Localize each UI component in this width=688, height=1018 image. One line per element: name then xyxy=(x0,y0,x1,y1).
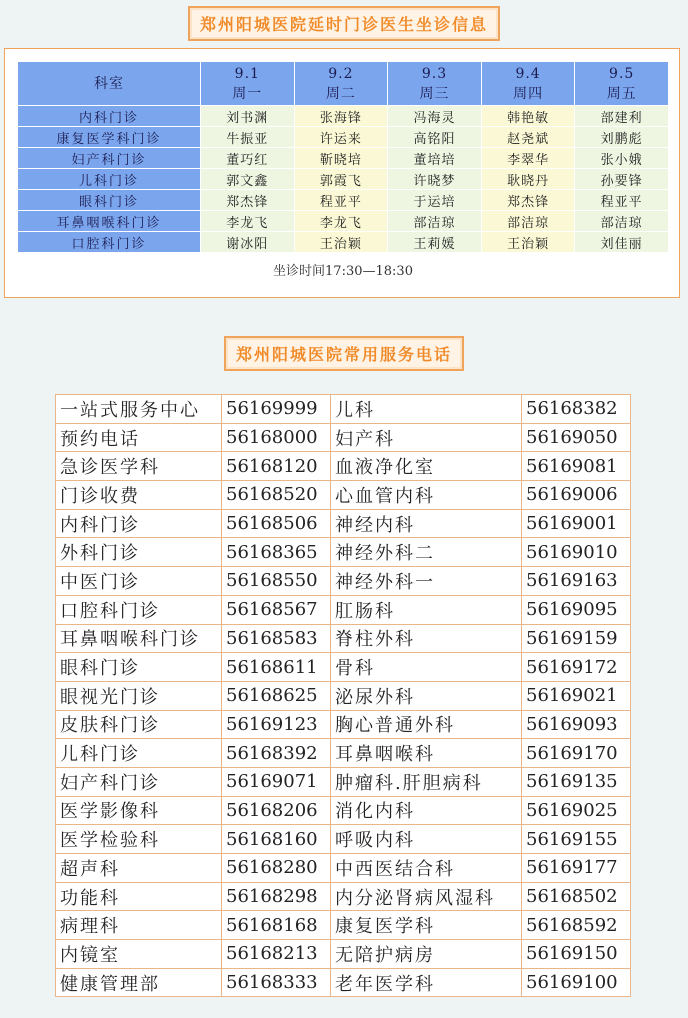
department-name: 老年医学科 xyxy=(331,968,522,997)
phone-number: 56169025 xyxy=(522,796,631,825)
department-name: 胸心普通外科 xyxy=(331,710,522,739)
schedule-row xyxy=(18,106,669,127)
doctor-name: 董培培 xyxy=(388,148,482,169)
phone-number: 56169163 xyxy=(522,567,631,596)
doctor-name: 靳晓培 xyxy=(294,148,388,169)
schedule-panel xyxy=(4,48,680,298)
department-name: 医学检验科 xyxy=(56,825,222,854)
doctor-name: 许运来 xyxy=(294,127,388,148)
doctor-name: 耿晓丹 xyxy=(481,169,575,190)
phone-row xyxy=(56,710,631,739)
phone-number: 56168611 xyxy=(222,653,331,682)
doctor-name: 赵尧斌 xyxy=(481,127,575,148)
schedule-title: 郑州阳城医院延时门诊医生坐诊信息 xyxy=(188,6,500,41)
doctor-name: 部洁琼 xyxy=(388,211,482,232)
phone-number: 56169081 xyxy=(522,452,631,481)
department-name: 眼视光门诊 xyxy=(56,681,222,710)
phone-row xyxy=(56,767,631,796)
department-name: 脊柱外科 xyxy=(331,624,522,653)
day-weekday: 周五 xyxy=(606,85,637,102)
doctor-name: 郑杰锋 xyxy=(201,190,295,211)
phone-row xyxy=(56,567,631,596)
phone-number: 56168583 xyxy=(222,624,331,653)
department-name: 病理科 xyxy=(56,911,222,940)
phone-number: 56168550 xyxy=(222,567,331,596)
doctor-name: 郭霞飞 xyxy=(294,169,388,190)
department-name: 皮肤科门诊 xyxy=(56,710,222,739)
phone-row xyxy=(56,538,631,567)
schedule-row xyxy=(18,211,669,232)
department-name: 骨科 xyxy=(331,653,522,682)
dept-name: 妇产科门诊 xyxy=(18,148,201,169)
department-name: 肿瘤科.肝胆病科 xyxy=(331,767,522,796)
doctor-name: 部洁琼 xyxy=(481,211,575,232)
phone-number: 56168000 xyxy=(222,423,331,452)
phone-number: 56169050 xyxy=(522,423,631,452)
department-name: 一站式服务中心 xyxy=(56,395,222,424)
phones-table xyxy=(55,394,631,997)
department-name: 消化内科 xyxy=(331,796,522,825)
doctor-name: 李翠华 xyxy=(481,148,575,169)
phone-number: 56169172 xyxy=(522,653,631,682)
phone-number: 56169093 xyxy=(522,710,631,739)
doctor-name: 谢冰阳 xyxy=(201,232,295,253)
department-name: 内分泌肾病风湿科 xyxy=(331,882,522,911)
phone-row xyxy=(56,423,631,452)
doctor-name: 孙要锋 xyxy=(575,169,669,190)
doctor-name: 许晓梦 xyxy=(388,169,482,190)
phone-row xyxy=(56,595,631,624)
department-name: 耳鼻咽喉科 xyxy=(331,739,522,768)
doctor-name: 董巧红 xyxy=(201,148,295,169)
phone-row xyxy=(56,395,631,424)
phone-number: 56168506 xyxy=(222,509,331,538)
day-date: 9.2 xyxy=(328,65,354,82)
doctor-name: 刘鹏彪 xyxy=(575,127,669,148)
schedule-footer-row xyxy=(18,253,669,286)
department-name: 康复医学科 xyxy=(331,911,522,940)
day-weekday: 周三 xyxy=(419,85,450,102)
department-name: 神经外科二 xyxy=(331,538,522,567)
department-name: 内科门诊 xyxy=(56,509,222,538)
day-header xyxy=(481,62,575,106)
day-weekday: 周四 xyxy=(513,85,544,102)
day-date: 9.1 xyxy=(234,65,260,82)
phone-number: 56168333 xyxy=(222,968,331,997)
phone-number: 56169006 xyxy=(522,481,631,510)
department-name: 神经内科 xyxy=(331,509,522,538)
phone-number: 56169071 xyxy=(222,767,331,796)
phone-number: 56168392 xyxy=(222,739,331,768)
day-date: 9.4 xyxy=(515,65,541,82)
schedule-row xyxy=(18,190,669,211)
doctor-name: 王莉媛 xyxy=(388,232,482,253)
phone-number: 56168298 xyxy=(222,882,331,911)
phone-number: 56168160 xyxy=(222,825,331,854)
day-weekday: 周二 xyxy=(325,85,356,102)
day-header xyxy=(388,62,482,106)
doctor-name: 刘书渊 xyxy=(201,106,295,127)
day-weekday: 周一 xyxy=(232,85,263,102)
phone-row xyxy=(56,796,631,825)
phone-number: 56169999 xyxy=(222,395,331,424)
dept-name: 内科门诊 xyxy=(18,106,201,127)
clinic-hours: 坐诊时间17:30—18:30 xyxy=(18,253,669,286)
phone-row xyxy=(56,968,631,997)
phone-number: 56168365 xyxy=(222,538,331,567)
department-name: 医学影像科 xyxy=(56,796,222,825)
department-name: 耳鼻咽喉科门诊 xyxy=(56,624,222,653)
department-name: 中医门诊 xyxy=(56,567,222,596)
department-name: 中西医结合科 xyxy=(331,854,522,883)
doctor-name: 高铭阳 xyxy=(388,127,482,148)
day-header xyxy=(294,62,388,106)
department-name: 儿科 xyxy=(331,395,522,424)
department-name: 呼吸内科 xyxy=(331,825,522,854)
doctor-name: 韩艳敏 xyxy=(481,106,575,127)
dept-name: 儿科门诊 xyxy=(18,169,201,190)
doctor-name: 张海锋 xyxy=(294,106,388,127)
phone-row xyxy=(56,681,631,710)
doctor-name: 李龙飞 xyxy=(294,211,388,232)
dept-name: 眼科门诊 xyxy=(18,190,201,211)
phone-number: 56168120 xyxy=(222,452,331,481)
dept-name: 耳鼻咽喉科门诊 xyxy=(18,211,201,232)
department-name: 妇产科 xyxy=(331,423,522,452)
department-name: 口腔科门诊 xyxy=(56,595,222,624)
doctor-name: 刘佳丽 xyxy=(575,232,669,253)
department-name: 心血管内科 xyxy=(331,481,522,510)
department-name: 门诊收费 xyxy=(56,481,222,510)
phone-row xyxy=(56,882,631,911)
phone-number: 56169177 xyxy=(522,854,631,883)
department-name: 超声科 xyxy=(56,854,222,883)
department-name: 神经外科一 xyxy=(331,567,522,596)
schedule-row xyxy=(18,232,669,253)
phone-row xyxy=(56,481,631,510)
department-name: 血液净化室 xyxy=(331,452,522,481)
phone-number: 56169170 xyxy=(522,739,631,768)
phone-number: 56169155 xyxy=(522,825,631,854)
phone-number: 56169095 xyxy=(522,595,631,624)
doctor-name: 王治颖 xyxy=(481,232,575,253)
department-name: 无陪护病房 xyxy=(331,940,522,969)
day-date: 9.3 xyxy=(421,65,448,82)
doctor-name: 郑杰锋 xyxy=(481,190,575,211)
phone-row xyxy=(56,739,631,768)
department-name: 功能科 xyxy=(56,882,222,911)
phone-row xyxy=(56,452,631,481)
doctor-name: 李龙飞 xyxy=(201,211,295,232)
doctor-name: 张小娥 xyxy=(575,148,669,169)
phone-number: 56169021 xyxy=(522,681,631,710)
phone-number: 56168280 xyxy=(222,854,331,883)
phone-number: 56168168 xyxy=(222,911,331,940)
department-name: 急诊医学科 xyxy=(56,452,222,481)
doctor-name: 于运培 xyxy=(388,190,482,211)
doctor-name: 郭文鑫 xyxy=(201,169,295,190)
doctor-name: 冯海灵 xyxy=(388,106,482,127)
phone-number: 56168567 xyxy=(222,595,331,624)
phone-number: 56169150 xyxy=(522,940,631,969)
phone-number: 56169123 xyxy=(222,710,331,739)
phone-number: 56169010 xyxy=(522,538,631,567)
department-name: 预约电话 xyxy=(56,423,222,452)
phone-number: 56169159 xyxy=(522,624,631,653)
phone-number: 56168502 xyxy=(522,882,631,911)
schedule-row xyxy=(18,169,669,190)
schedule-row xyxy=(18,148,669,169)
doctor-name: 部建利 xyxy=(575,106,669,127)
dept-header: 科室 xyxy=(18,62,201,106)
phones-title: 郑州阳城医院常用服务电话 xyxy=(224,336,464,371)
phone-number: 56168382 xyxy=(522,395,631,424)
day-header xyxy=(575,62,669,106)
phone-number: 56169001 xyxy=(522,509,631,538)
department-name: 妇产科门诊 xyxy=(56,767,222,796)
phone-row xyxy=(56,624,631,653)
department-name: 内镜室 xyxy=(56,940,222,969)
department-name: 健康管理部 xyxy=(56,968,222,997)
department-name: 儿科门诊 xyxy=(56,739,222,768)
phone-row xyxy=(56,825,631,854)
department-name: 肛肠科 xyxy=(331,595,522,624)
dept-name: 康复医学科门诊 xyxy=(18,127,201,148)
doctor-name: 程亚平 xyxy=(575,190,669,211)
department-name: 泌尿外科 xyxy=(331,681,522,710)
doctor-name: 王治颖 xyxy=(294,232,388,253)
schedule-row xyxy=(18,127,669,148)
day-header xyxy=(201,62,295,106)
phone-number: 56168625 xyxy=(222,681,331,710)
schedule-table xyxy=(17,61,669,286)
phone-number: 56169100 xyxy=(522,968,631,997)
phone-row xyxy=(56,509,631,538)
phone-row xyxy=(56,940,631,969)
schedule-header-row xyxy=(18,62,669,106)
doctor-name: 程亚平 xyxy=(294,190,388,211)
dept-name: 口腔科门诊 xyxy=(18,232,201,253)
day-date: 9.5 xyxy=(609,65,635,82)
phone-row xyxy=(56,911,631,940)
department-name: 外科门诊 xyxy=(56,538,222,567)
phone-row xyxy=(56,854,631,883)
phone-number: 56168206 xyxy=(222,796,331,825)
department-name: 眼科门诊 xyxy=(56,653,222,682)
doctor-name: 部洁琼 xyxy=(575,211,669,232)
phone-number: 56168592 xyxy=(522,911,631,940)
phone-number: 56168213 xyxy=(222,940,331,969)
doctor-name: 牛振亚 xyxy=(201,127,295,148)
phone-number: 56169135 xyxy=(522,767,631,796)
phone-number: 56168520 xyxy=(222,481,331,510)
phone-row xyxy=(56,653,631,682)
